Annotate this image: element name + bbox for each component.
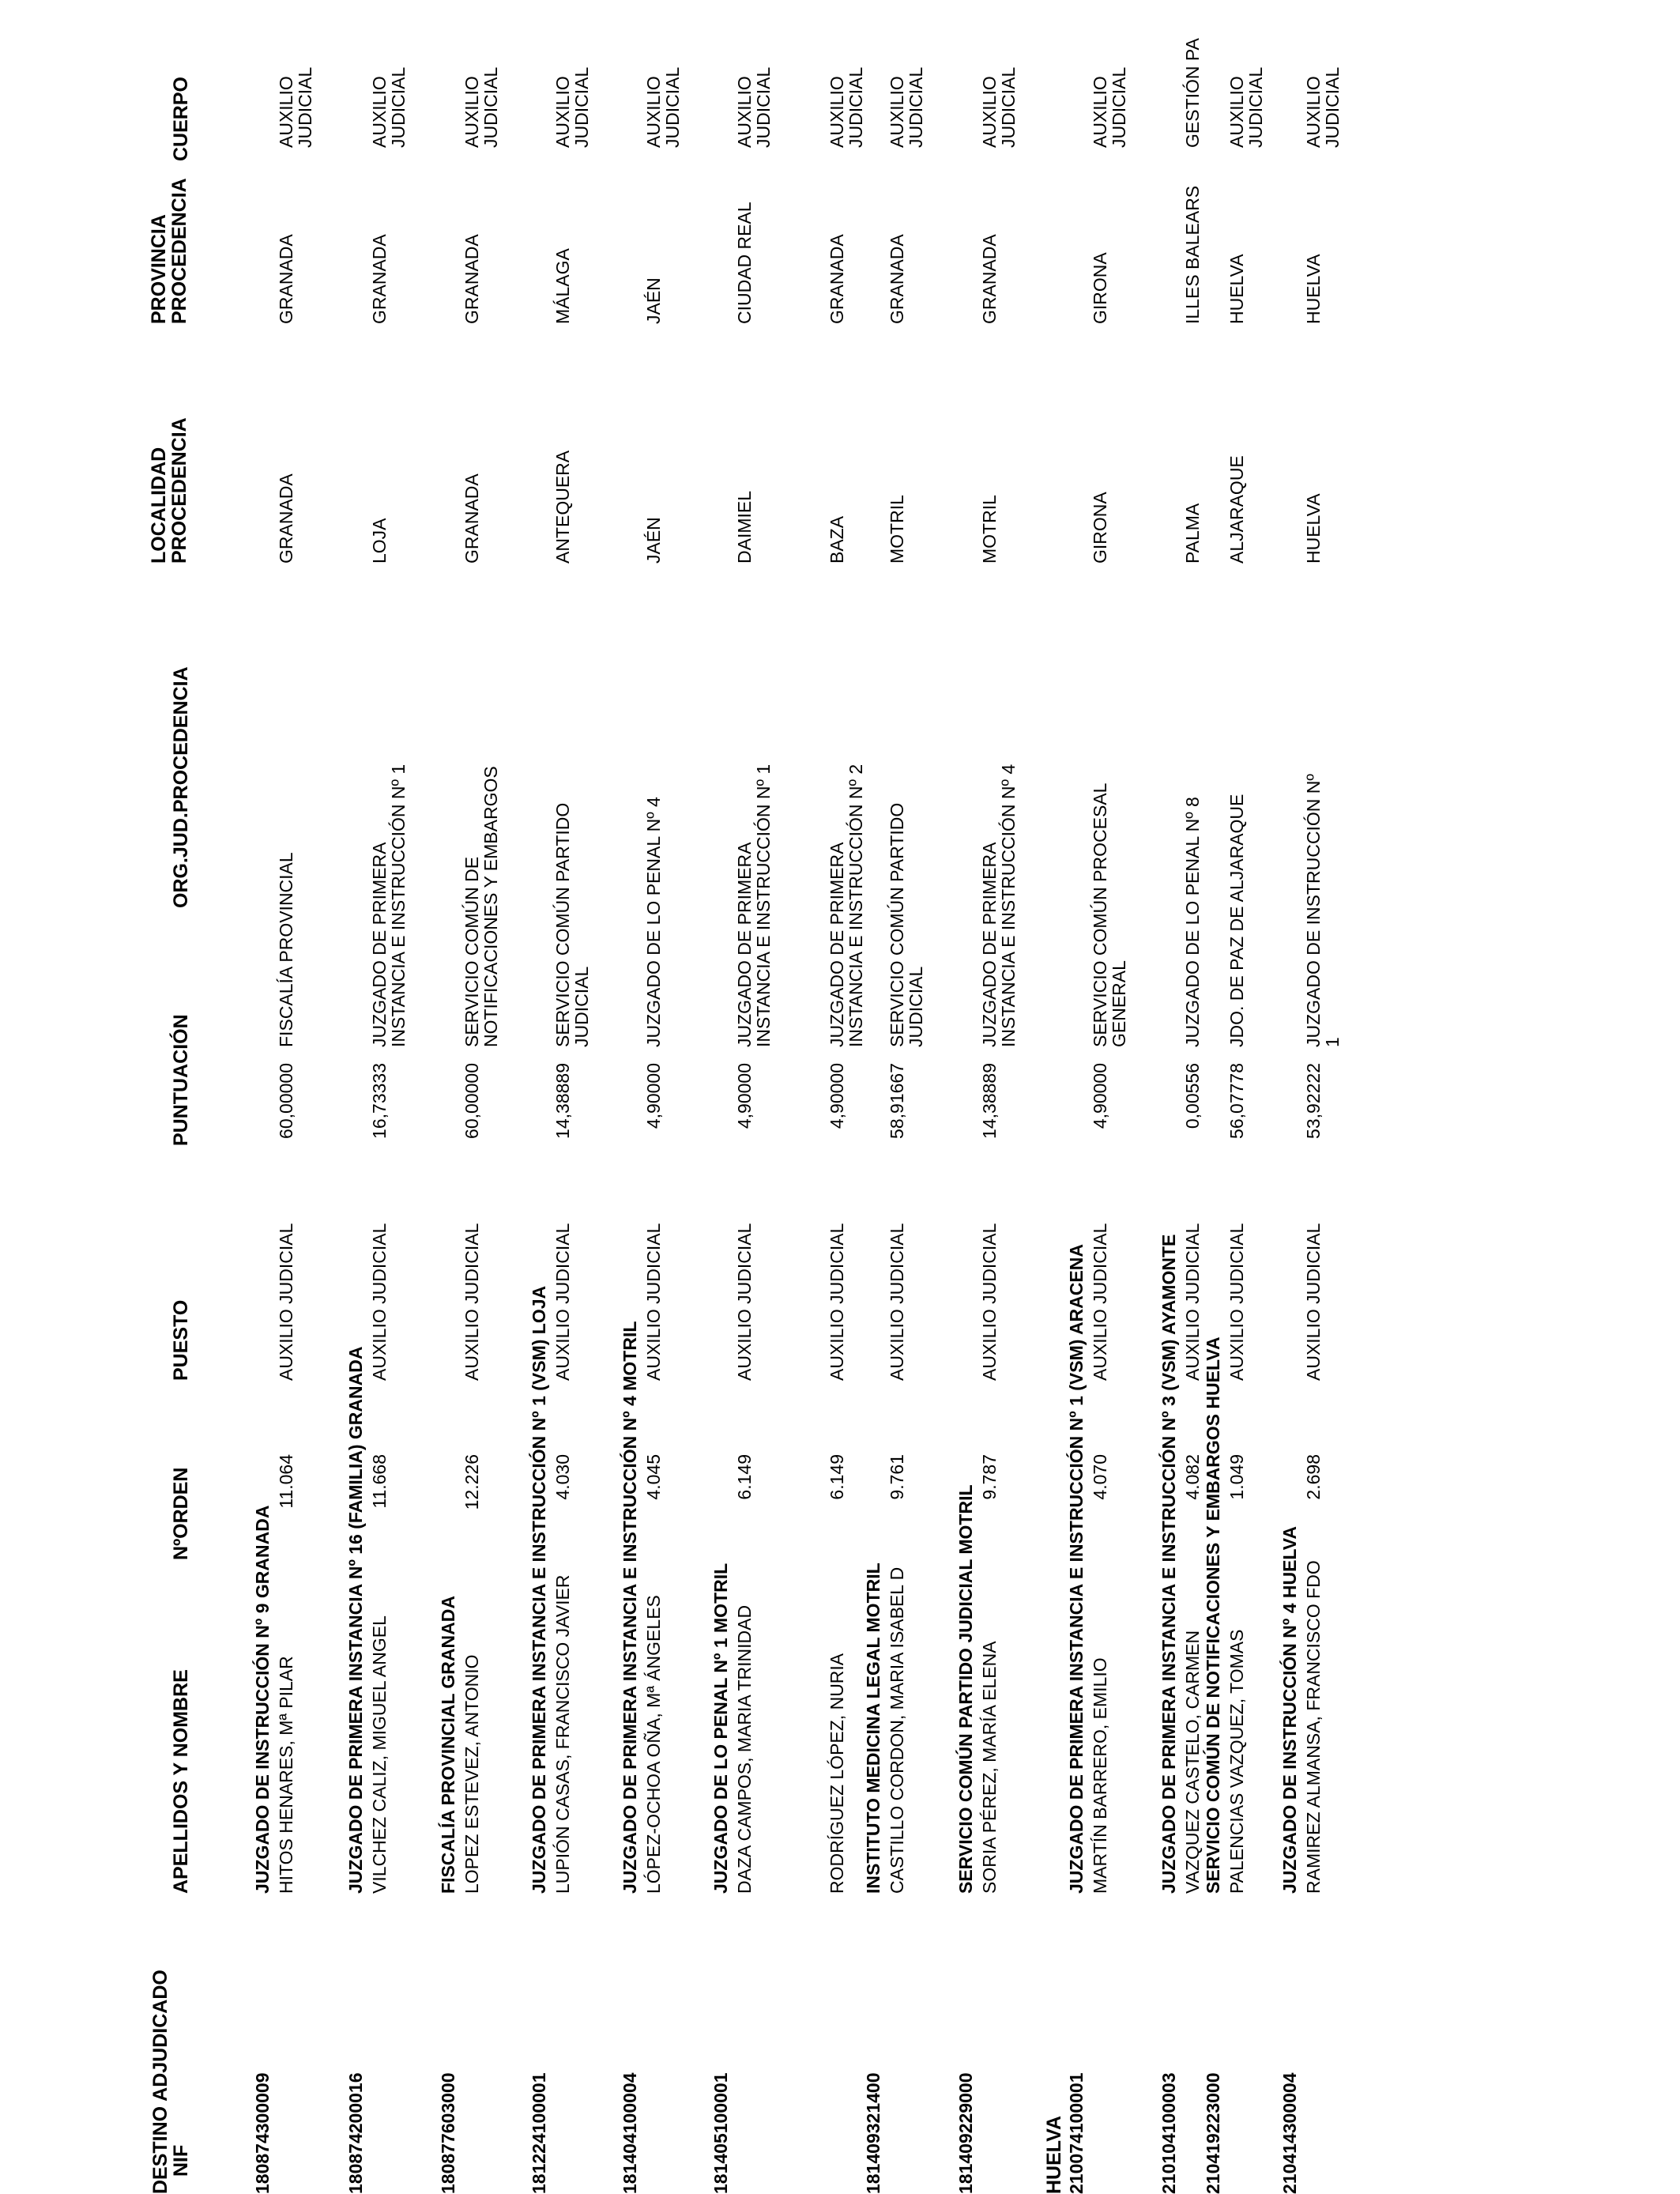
- destination-name: JUZGADO DE PRIMERA INSTANCIA E INSTRUCCIÓN Nº 1 (VSM) ARACENA: [1066, 1244, 1087, 1894]
- applicant-name: LUPIÓN CASAS, FRANCISCO JAVIER: [552, 1574, 573, 1894]
- origin-locality: BAZA: [827, 515, 847, 564]
- body-corps: AUXILIO: [734, 76, 755, 148]
- origin-court: INSTANCIA E INSTRUCCIÓN Nº 1: [753, 763, 774, 1047]
- body-corps: AUXILIO: [1303, 76, 1324, 148]
- origin-court: JUZGADO DE PRIMERA: [734, 842, 755, 1047]
- destination-code: 181409229000: [955, 2072, 976, 2194]
- body-corps: AUXILIO: [461, 76, 482, 148]
- applicant-name: RODRÍGUEZ LÓPEZ, NURIA: [827, 1653, 847, 1894]
- destination-name: JUZGADO DE INSTRUCCIÓN Nº 9 GRANADA: [252, 1505, 273, 1894]
- origin-locality: GRANADA: [276, 473, 296, 564]
- order-number: 4.070: [1090, 1454, 1110, 1500]
- applicant-name: HITOS HENARES, Mª PILAR: [276, 1656, 296, 1894]
- order-number: 9.787: [979, 1454, 1000, 1500]
- body-corps: JUDICIAL: [571, 66, 592, 148]
- destination-code: 181409321400: [863, 2072, 883, 2194]
- destination-name: INSTITUTO MEDICINA LEGAL MOTRIL: [863, 1563, 883, 1894]
- origin-court: INSTANCIA E INSTRUCCIÓN Nº 1: [388, 763, 409, 1047]
- body-corps: JUDICIAL: [906, 66, 926, 148]
- body-corps: JUDICIAL: [388, 66, 409, 148]
- province-heading: HUELVA: [1043, 2115, 1065, 2194]
- origin-court: FISCALÍA PROVINCIAL: [276, 852, 296, 1047]
- header-order: NºORDEN: [170, 1467, 192, 1560]
- score-value: 4,90000: [1090, 1063, 1110, 1129]
- origin-province: MÁLAGA: [552, 248, 573, 324]
- origin-province: JAÉN: [643, 277, 664, 324]
- post-name: AUXILIO JUDICIAL: [734, 1223, 755, 1381]
- applicant-name: VAZQUEZ CASTELO, CARMEN: [1182, 1630, 1203, 1894]
- origin-locality: PALMA: [1182, 503, 1203, 564]
- order-number: 1.049: [1226, 1454, 1247, 1500]
- order-number: 12.226: [461, 1454, 482, 1510]
- destination-name: JUZGADO DE PRIMERA INSTANCIA E INSTRUCCIÓN Nº 3 (VSM) AYAMONTE: [1158, 1234, 1179, 1894]
- origin-locality: ANTEQUERA: [552, 450, 573, 564]
- body-corps: JUDICIAL: [480, 66, 501, 148]
- destination-code: 210419223000: [1203, 2072, 1223, 2194]
- applicant-name: LÓPEZ-OCHOA OÑA, Mª ÁNGELES: [643, 1595, 664, 1894]
- origin-locality: GRANADA: [461, 473, 482, 564]
- origin-court: JUZGADO DE PRIMERA: [827, 842, 847, 1047]
- origin-province: GIRONA: [1090, 252, 1110, 324]
- body-corps: JUDICIAL: [1109, 66, 1129, 148]
- origin-court: SERVICIO COMÚN PROCESAL: [1090, 782, 1110, 1047]
- score-value: 60,00000: [276, 1063, 296, 1139]
- header-loc-2: PROCEDENCIA: [168, 417, 190, 564]
- origin-locality: LOJA: [369, 518, 390, 564]
- post-name: AUXILIO JUDICIAL: [1090, 1223, 1110, 1381]
- post-name: AUXILIO JUDICIAL: [1226, 1223, 1247, 1381]
- applicant-name: PALENCIAS VAZQUEZ, TOMAS: [1226, 1629, 1247, 1894]
- origin-court: JUZGADO DE INSTRUCCIÓN Nº: [1303, 774, 1324, 1047]
- header-loc-1: LOCALIDAD: [148, 447, 170, 564]
- origin-court: 1: [1322, 1037, 1343, 1047]
- applicant-name: LOPEZ ESTEVEZ, ANTONIO: [461, 1654, 482, 1894]
- origin-court: INSTANCIA E INSTRUCCIÓN Nº 4: [998, 763, 1019, 1047]
- body-corps: AUXILIO: [369, 76, 390, 148]
- origin-court: SERVICIO COMÚN PARTIDO: [887, 802, 907, 1047]
- destination-code: 210414300004: [1279, 2072, 1300, 2194]
- post-name: AUXILIO JUDICIAL: [552, 1223, 573, 1381]
- origin-locality: MOTRIL: [979, 495, 1000, 564]
- origin-province: GRANADA: [276, 234, 296, 324]
- score-value: 4,90000: [734, 1063, 755, 1129]
- origin-court: SERVICIO COMÚN PARTIDO: [552, 802, 573, 1047]
- applicant-name: SORIA PÉREZ, MARÍA ELENA: [979, 1641, 1000, 1894]
- body-corps: AUXILIO: [1090, 76, 1110, 148]
- origin-court: JUDICIAL: [571, 966, 592, 1047]
- score-value: 14,38889: [979, 1063, 1000, 1139]
- body-corps: AUXILIO: [1226, 76, 1247, 148]
- origin-province: ILLES BALEARS: [1182, 185, 1203, 324]
- body-corps: JUDICIAL: [1245, 66, 1266, 148]
- applicant-name: RAMIREZ ALMANSA, FRANCISCO FDO: [1303, 1560, 1324, 1894]
- order-number: 9.761: [887, 1454, 907, 1500]
- post-name: AUXILIO JUDICIAL: [1303, 1223, 1324, 1381]
- destination-code: 210074100001: [1066, 2072, 1087, 2194]
- post-name: AUXILIO JUDICIAL: [643, 1223, 664, 1381]
- origin-province: HUELVA: [1303, 254, 1324, 324]
- post-name: AUXILIO JUDICIAL: [887, 1223, 907, 1381]
- score-value: 60,00000: [461, 1063, 482, 1139]
- origin-locality: MOTRIL: [887, 495, 907, 564]
- origin-locality: DAIMIEL: [734, 490, 755, 564]
- order-number: 11.668: [369, 1454, 390, 1509]
- header-prov-2: PROCEDENCIA: [168, 178, 190, 324]
- body-corps: AUXILIO: [276, 76, 296, 148]
- origin-court: SERVICIO COMÚN DE: [461, 856, 482, 1047]
- destination-name: JUZGADO DE PRIMERA INSTANCIA Nº 16 (FAMILIA) GRANADA: [345, 1346, 366, 1894]
- origin-province: GRANADA: [369, 234, 390, 324]
- score-value: 53,92222: [1303, 1063, 1324, 1139]
- origin-province: CIUDAD REAL: [734, 202, 755, 324]
- origin-court: JUZGADO DE LO PENAL Nº 4: [643, 797, 664, 1047]
- post-name: AUXILIO JUDICIAL: [276, 1223, 296, 1381]
- order-number: 4.082: [1182, 1454, 1203, 1500]
- body-corps: JUDICIAL: [846, 66, 866, 148]
- origin-court: JDO. DE PAZ DE ALJARAQUE: [1226, 794, 1247, 1047]
- body-corps: AUXILIO: [552, 76, 573, 148]
- body-corps: AUXILIO: [979, 76, 1000, 148]
- post-name: AUXILIO JUDICIAL: [827, 1223, 847, 1381]
- destination-name: SERVICIO COMÚN DE NOTIFICACIONES Y EMBARGOS HUELVA: [1203, 1336, 1223, 1894]
- destination-name: SERVICIO COMÚN PARTIDO JUDICIAL MOTRIL: [955, 1484, 976, 1894]
- body-corps: AUXILIO: [827, 76, 847, 148]
- body-corps: JUDICIAL: [753, 66, 774, 148]
- body-corps: JUDICIAL: [295, 66, 315, 148]
- origin-court: JUDICIAL: [906, 966, 926, 1047]
- header-org: ORG.JUD.PROCEDENCIA: [170, 666, 192, 908]
- origin-court: JUZGADO DE PRIMERA: [369, 842, 390, 1047]
- score-value: 16,73333: [369, 1063, 390, 1139]
- origin-locality: GIRONA: [1090, 492, 1110, 564]
- origin-locality: JAÉN: [643, 517, 664, 564]
- order-number: 4.045: [643, 1454, 664, 1500]
- score-value: 58,91667: [887, 1063, 907, 1139]
- header-name: APELLIDOS Y NOMBRE: [170, 1669, 192, 1894]
- destination-code: 181405100001: [710, 2072, 731, 2194]
- origin-locality: HUELVA: [1303, 493, 1324, 564]
- origin-province: GRANADA: [827, 234, 847, 324]
- body-corps: GESTIÓN PA: [1182, 38, 1203, 148]
- order-number: 6.149: [734, 1454, 755, 1500]
- score-value: 4,90000: [827, 1063, 847, 1129]
- score-value: 56,07778: [1226, 1063, 1247, 1139]
- destination-code: 180874200016: [345, 2072, 366, 2194]
- destination-code: 180874300009: [252, 2072, 273, 2194]
- origin-court: JUZGADO DE PRIMERA: [979, 842, 1000, 1047]
- page-title: DESTINO ADJUDICADO: [149, 1970, 171, 2194]
- score-value: 4,90000: [643, 1063, 664, 1129]
- origin-court: JUZGADO DE LO PENAL Nº 8: [1182, 797, 1203, 1047]
- order-number: 4.030: [552, 1454, 573, 1500]
- order-number: 11.064: [276, 1454, 296, 1509]
- destination-code: 180877603000: [438, 2072, 458, 2194]
- destination-name: JUZGADO DE INSTRUCCIÓN Nº 4 HUELVA: [1279, 1525, 1300, 1894]
- body-corps: AUXILIO: [887, 76, 907, 148]
- header-body: CUERPO: [170, 77, 192, 161]
- header-nif: NIF: [170, 2144, 192, 2177]
- post-name: AUXILIO JUDICIAL: [461, 1223, 482, 1381]
- post-name: AUXILIO JUDICIAL: [1182, 1223, 1203, 1381]
- post-name: AUXILIO JUDICIAL: [369, 1223, 390, 1381]
- origin-court: INSTANCIA E INSTRUCCIÓN Nº 2: [846, 763, 866, 1047]
- origin-locality: ALJARAQUE: [1226, 455, 1247, 564]
- post-name: AUXILIO JUDICIAL: [979, 1223, 1000, 1381]
- score-value: 0,00556: [1182, 1063, 1203, 1129]
- header-post: PUESTO: [170, 1299, 192, 1381]
- order-number: 6.149: [827, 1454, 847, 1500]
- origin-province: HUELVA: [1226, 254, 1247, 324]
- destination-name: FISCALÍA PROVINCIAL GRANADA: [438, 1596, 458, 1894]
- origin-province: GRANADA: [887, 234, 907, 324]
- applicant-name: DAZA CAMPOS, MARIA TRINIDAD: [734, 1604, 755, 1894]
- applicant-name: VILCHEZ CALIZ, MIGUEL ANGEL: [369, 1615, 390, 1894]
- body-corps: JUDICIAL: [998, 66, 1019, 148]
- body-corps: JUDICIAL: [1322, 66, 1343, 148]
- header-score: PUNTUACIÓN: [170, 1014, 192, 1146]
- destination-name: JUZGADO DE PRIMERA INSTANCIA E INSTRUCCIÓN Nº 4 MOTRIL: [620, 1321, 640, 1894]
- destination-name: JUZGADO DE LO PENAL Nº 1 MOTRIL: [710, 1563, 731, 1894]
- origin-province: GRANADA: [461, 234, 482, 324]
- destination-name: JUZGADO DE PRIMERA INSTANCIA E INSTRUCCIÓN Nº 1 (VSM) LOJA: [529, 1285, 549, 1894]
- destination-code: 210104100003: [1158, 2072, 1179, 2194]
- destination-code: 181404100004: [620, 2072, 640, 2194]
- body-corps: JUDICIAL: [662, 66, 683, 148]
- origin-court: NOTIFICACIONES Y EMBARGOS: [480, 766, 501, 1047]
- applicant-name: CASTILLO CORDON, MARIA ISABEL D: [887, 1566, 907, 1894]
- origin-court: GENERAL: [1109, 960, 1129, 1047]
- score-value: 14,38889: [552, 1063, 573, 1139]
- body-corps: AUXILIO: [643, 76, 664, 148]
- origin-province: GRANADA: [979, 234, 1000, 324]
- order-number: 2.698: [1303, 1454, 1324, 1500]
- applicant-name: MARTÍN BARRERO, EMILIO: [1090, 1657, 1110, 1894]
- header-prov-1: PROVINCIA: [148, 214, 170, 324]
- destination-code: 181224100001: [529, 2072, 549, 2194]
